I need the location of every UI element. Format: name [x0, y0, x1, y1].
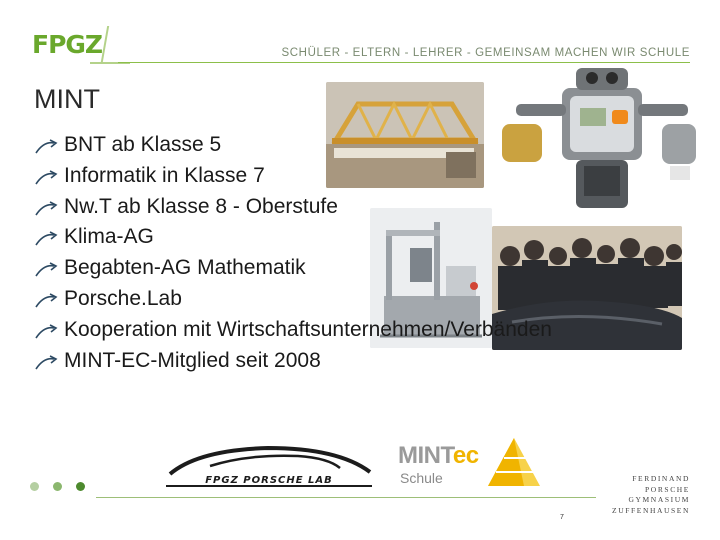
slide-title: MINT	[34, 84, 100, 114]
logo-accent-line	[101, 26, 109, 62]
bullet-text: Kooperation mit Wirtschaftsunternehmen/Verbänden	[64, 317, 552, 341]
list-item	[34, 130, 720, 161]
list-item	[34, 161, 720, 192]
mint-bullet-list	[34, 130, 720, 376]
footer-dot	[76, 482, 85, 491]
school-name-line: FERDINAND	[632, 474, 690, 483]
fpgz-logo	[32, 26, 142, 66]
arrow-bullet-icon	[34, 293, 62, 309]
header-divider	[118, 62, 690, 63]
arrow-bullet-icon	[34, 324, 62, 340]
school-name-line: ZUFFENHAUSEN	[612, 505, 690, 515]
bullet-text: MINT-EC-Mitglied seit 2008	[64, 348, 321, 372]
school-tagline: SCHÜLER - ELTERN - LEHRER - GEMEINSAM MACHEN WIR SCHULE	[281, 47, 690, 59]
mintec-schule-text: Schule	[400, 470, 443, 486]
list-item	[34, 222, 720, 253]
svg-text:FPGZ PORSCHE LAB: FPGZ PORSCHE LAB	[205, 475, 333, 486]
arrow-bullet-icon	[34, 262, 62, 278]
arrow-bullet-icon	[34, 170, 62, 186]
bullet-text: Nw.T ab Klasse 8 - Oberstufe	[64, 194, 338, 218]
school-name-line: GYMNASIUM	[628, 495, 690, 504]
mint-ec-schule-logo	[392, 430, 544, 492]
list-item	[34, 284, 720, 315]
bullet-text: BNT ab Klasse 5	[64, 133, 222, 156]
school-name-wordmark	[608, 474, 690, 516]
arrow-bullet-icon	[34, 139, 62, 155]
arrow-bullet-icon	[34, 355, 62, 371]
logo-text: FPGZ	[32, 30, 103, 59]
list-item	[34, 192, 720, 223]
bullet-text: Porsche.Lab	[64, 286, 182, 310]
bullet-text: Informatik in Klasse 7	[64, 163, 265, 187]
list-item	[34, 315, 720, 346]
bullet-text: Klima-AG	[64, 225, 154, 249]
footer-dot	[30, 482, 39, 491]
school-name-line: PORSCHE	[645, 484, 690, 494]
footer-divider	[96, 497, 596, 498]
arrow-bullet-icon	[34, 201, 62, 217]
arrow-bullet-icon	[34, 231, 62, 247]
bullet-text: Begabten-AG Mathematik	[64, 256, 306, 280]
mintec-pyramid-icon	[484, 436, 542, 490]
page-number: 7	[560, 514, 564, 521]
list-item	[34, 346, 720, 377]
footer-dot	[53, 482, 62, 491]
mintec-ec-text: ec	[452, 442, 479, 469]
list-item	[34, 253, 720, 284]
mintec-mint-text: MINT	[398, 442, 453, 469]
porsche-lab-logo	[158, 438, 380, 498]
